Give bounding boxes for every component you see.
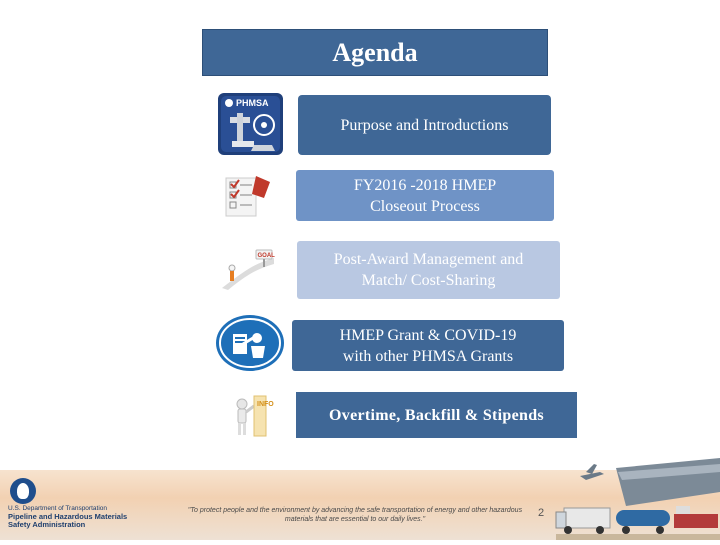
goal-icon-label: GOAL — [257, 253, 275, 259]
dot-logo-icon — [10, 478, 36, 504]
info-icon-label: INFO — [257, 401, 274, 408]
agenda-item-purpose[interactable] — [298, 95, 551, 155]
transportation-collage-image — [556, 458, 720, 540]
agenda-item-label: Overtime, Backfill & Stipends — [329, 406, 544, 424]
agency-line-3: Safety Administration — [8, 520, 86, 529]
agency-line-2: Pipeline and Hazardous Materials — [8, 512, 128, 521]
agenda-item-label: Post-Award Management and Match/ Cost-Sharing — [333, 251, 524, 289]
agency-name — [8, 505, 127, 529]
phmsa-icon-label: PHMSA — [236, 98, 269, 108]
info-figure-icon — [228, 392, 272, 438]
agenda-item-closeout[interactable] — [296, 170, 554, 221]
checklist-icon — [222, 172, 274, 218]
mission-quote: "To protect people and the environment by advancing the safe transportation of energy and other hazardous materials that are essential to our daily lives." — [187, 507, 523, 523]
agenda-item-label: HMEP Grant & COVID-19 with other PHMSA Grants — [339, 326, 517, 365]
agenda-item-covid[interactable] — [292, 320, 564, 371]
mandatory-instruction-icon — [215, 314, 285, 372]
agenda-item-overtime[interactable] — [296, 392, 577, 438]
agency-line-1: U.S. Department of Transportation — [8, 505, 107, 512]
agenda-item-label: Purpose and Introductions — [340, 116, 509, 134]
phmsa-hazmat-icon — [218, 93, 283, 155]
page-number: 2 — [538, 507, 545, 519]
goal-path-icon — [220, 244, 276, 292]
agenda-item-post-award[interactable] — [297, 241, 560, 299]
agenda-title: Agenda — [202, 29, 548, 76]
agenda-item-label: FY2016 -2018 HMEP Closeout Process — [353, 176, 497, 215]
